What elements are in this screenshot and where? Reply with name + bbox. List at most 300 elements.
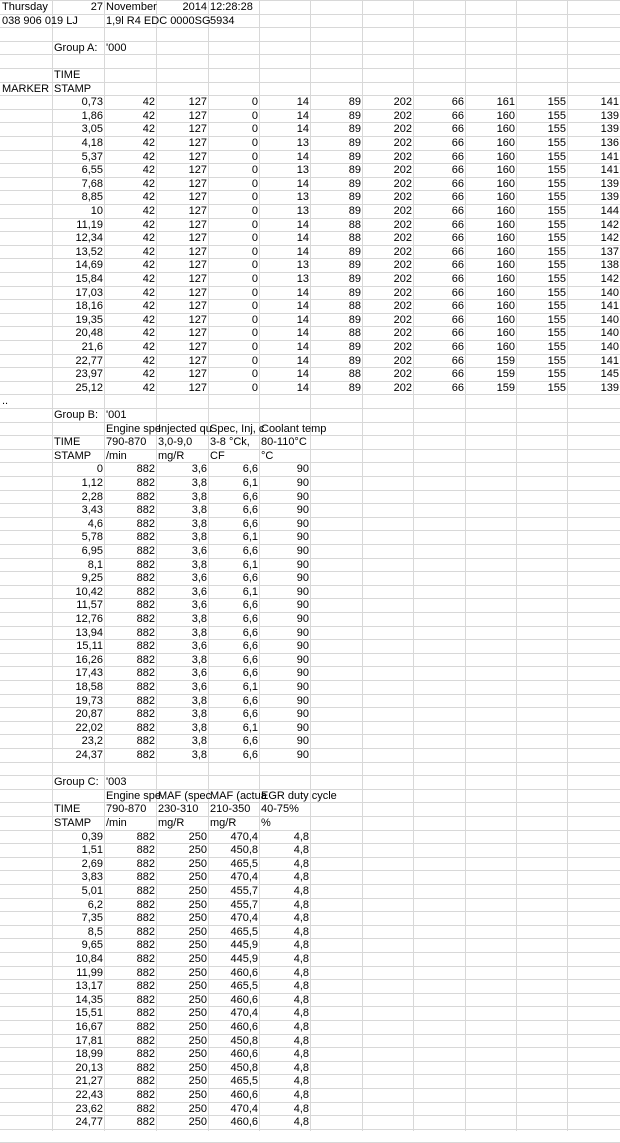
value-cell[interactable]: 90: [296, 627, 309, 639]
value-cell[interactable]: 14: [296, 341, 309, 353]
value-cell[interactable]: 882: [136, 695, 155, 707]
unit-label[interactable]: /min: [106, 817, 127, 829]
value-cell[interactable]: 160: [496, 110, 515, 122]
value-cell[interactable]: 89: [348, 151, 361, 163]
value-cell[interactable]: 155: [547, 178, 566, 190]
value-cell[interactable]: 4,8: [293, 1075, 309, 1087]
group-a-label[interactable]: Group A:: [54, 42, 98, 54]
group-id[interactable]: '003: [106, 776, 127, 788]
value-cell[interactable]: 136: [600, 137, 619, 149]
value-cell[interactable]: 89: [348, 246, 361, 258]
value-cell[interactable]: 3,8: [191, 708, 207, 720]
value-cell[interactable]: 155: [547, 368, 566, 380]
timestamp-cell[interactable]: 1,51: [81, 844, 103, 856]
value-cell[interactable]: 13: [296, 259, 309, 271]
value-cell[interactable]: 882: [136, 504, 155, 516]
value-cell[interactable]: 66: [451, 300, 464, 312]
value-cell[interactable]: 160: [496, 246, 515, 258]
value-cell[interactable]: 42: [142, 164, 155, 176]
value-cell[interactable]: 127: [188, 368, 207, 380]
value-cell[interactable]: 89: [348, 164, 361, 176]
value-cell[interactable]: 4,8: [293, 939, 309, 951]
value-cell[interactable]: 250: [188, 1035, 207, 1047]
value-cell[interactable]: 202: [393, 96, 412, 108]
value-cell[interactable]: 90: [296, 463, 309, 475]
value-cell[interactable]: 450,8: [230, 1062, 258, 1074]
timestamp-cell[interactable]: 4,18: [81, 137, 103, 149]
value-cell[interactable]: 4,8: [293, 1021, 309, 1033]
timestamp-cell[interactable]: 4,6: [87, 518, 103, 530]
value-cell[interactable]: 4,8: [293, 967, 309, 979]
value-cell[interactable]: 4,8: [293, 1103, 309, 1115]
value-cell[interactable]: 250: [188, 912, 207, 924]
value-cell[interactable]: 4,8: [293, 980, 309, 992]
value-cell[interactable]: 6,1: [242, 722, 258, 734]
value-cell[interactable]: 3,6: [191, 586, 207, 598]
value-cell[interactable]: 250: [188, 967, 207, 979]
value-cell[interactable]: 3,8: [191, 613, 207, 625]
value-cell[interactable]: 882: [136, 1021, 155, 1033]
value-cell[interactable]: 202: [393, 219, 412, 231]
value-cell[interactable]: 882: [136, 586, 155, 598]
timestamp-cell[interactable]: 8,1: [87, 559, 103, 571]
value-cell[interactable]: 127: [188, 219, 207, 231]
value-cell[interactable]: 882: [136, 1062, 155, 1074]
value-cell[interactable]: 66: [451, 232, 464, 244]
value-cell[interactable]: 155: [547, 382, 566, 394]
value-cell[interactable]: 4,8: [293, 1035, 309, 1047]
value-cell[interactable]: 4,8: [293, 1116, 309, 1128]
timestamp-cell[interactable]: 18,99: [75, 1048, 103, 1060]
value-cell[interactable]: 155: [547, 123, 566, 135]
value-cell[interactable]: 3,8: [191, 735, 207, 747]
value-cell[interactable]: 882: [136, 980, 155, 992]
value-cell[interactable]: 882: [136, 1048, 155, 1060]
value-cell[interactable]: 89: [348, 273, 361, 285]
value-cell[interactable]: 89: [348, 259, 361, 271]
value-cell[interactable]: 42: [142, 137, 155, 149]
value-cell[interactable]: 66: [451, 287, 464, 299]
value-cell[interactable]: 155: [547, 232, 566, 244]
timestamp-cell[interactable]: 13,17: [75, 980, 103, 992]
value-cell[interactable]: 6,6: [242, 463, 258, 475]
value-cell[interactable]: 460,6: [230, 1021, 258, 1033]
value-cell[interactable]: 141: [600, 151, 619, 163]
value-cell[interactable]: 14: [296, 300, 309, 312]
value-cell[interactable]: 14: [296, 287, 309, 299]
timestamp-cell[interactable]: 22,77: [75, 355, 103, 367]
value-cell[interactable]: 66: [451, 368, 464, 380]
value-cell[interactable]: 882: [136, 477, 155, 489]
column-header[interactable]: Injected qu: [158, 423, 212, 435]
timestamp-cell[interactable]: 7,68: [81, 178, 103, 190]
value-cell[interactable]: 141: [600, 96, 619, 108]
value-cell[interactable]: 14: [296, 123, 309, 135]
value-cell[interactable]: 3,8: [191, 531, 207, 543]
value-cell[interactable]: 139: [600, 123, 619, 135]
column-header[interactable]: MAF (spec: [158, 790, 212, 802]
value-cell[interactable]: 42: [142, 327, 155, 339]
timestamp-cell[interactable]: 20,87: [75, 708, 103, 720]
value-cell[interactable]: 42: [142, 287, 155, 299]
value-cell[interactable]: 882: [136, 1116, 155, 1128]
header-stamp[interactable]: STAMP: [54, 83, 92, 95]
value-cell[interactable]: 14: [296, 382, 309, 394]
timestamp-cell[interactable]: 17,43: [75, 667, 103, 679]
value-cell[interactable]: 4,8: [293, 1089, 309, 1101]
timestamp-cell[interactable]: 11,57: [76, 599, 103, 611]
value-cell[interactable]: 160: [496, 219, 515, 231]
value-cell[interactable]: 90: [296, 559, 309, 571]
value-cell[interactable]: 90: [296, 477, 309, 489]
value-cell[interactable]: 159: [496, 355, 515, 367]
value-cell[interactable]: 882: [136, 871, 155, 883]
value-cell[interactable]: 6,1: [242, 531, 258, 543]
value-cell[interactable]: 6,6: [242, 667, 258, 679]
value-cell[interactable]: 3,8: [191, 504, 207, 516]
value-cell[interactable]: 250: [188, 858, 207, 870]
timestamp-cell[interactable]: 9,25: [81, 572, 103, 584]
value-cell[interactable]: 250: [188, 885, 207, 897]
value-cell[interactable]: 89: [348, 96, 361, 108]
value-cell[interactable]: 127: [188, 341, 207, 353]
value-cell[interactable]: 90: [296, 708, 309, 720]
value-cell[interactable]: 90: [296, 735, 309, 747]
value-cell[interactable]: 882: [136, 939, 155, 951]
value-cell[interactable]: 127: [188, 382, 207, 394]
value-cell[interactable]: 88: [348, 232, 361, 244]
value-cell[interactable]: 6,6: [242, 545, 258, 557]
value-cell[interactable]: 89: [348, 314, 361, 326]
value-cell[interactable]: 42: [142, 219, 155, 231]
value-cell[interactable]: 66: [451, 341, 464, 353]
value-cell[interactable]: 42: [142, 341, 155, 353]
value-cell[interactable]: 88: [348, 219, 361, 231]
value-cell[interactable]: 155: [547, 191, 566, 203]
value-cell[interactable]: 88: [348, 368, 361, 380]
value-cell[interactable]: 90: [296, 586, 309, 598]
value-cell[interactable]: 250: [188, 953, 207, 965]
timestamp-cell[interactable]: 12,76: [75, 613, 103, 625]
value-cell[interactable]: 14: [296, 327, 309, 339]
value-cell[interactable]: 6,1: [242, 586, 258, 598]
value-cell[interactable]: 160: [496, 259, 515, 271]
value-cell[interactable]: 155: [547, 287, 566, 299]
value-cell[interactable]: 42: [142, 259, 155, 271]
value-cell[interactable]: 0: [251, 327, 258, 339]
timestamp-cell[interactable]: 3,05: [81, 123, 103, 135]
value-cell[interactable]: 90: [296, 681, 309, 693]
unit-label[interactable]: mg/R: [158, 817, 185, 829]
timestamp-cell[interactable]: 16,67: [75, 1021, 103, 1033]
value-cell[interactable]: 6,6: [242, 504, 258, 516]
value-cell[interactable]: 0: [251, 137, 258, 149]
trailing-mark[interactable]: ..: [2, 395, 9, 407]
value-cell[interactable]: 127: [188, 164, 207, 176]
value-cell[interactable]: 127: [188, 191, 207, 203]
value-cell[interactable]: 202: [393, 137, 412, 149]
value-cell[interactable]: 0: [251, 382, 258, 394]
value-cell[interactable]: 4,8: [293, 844, 309, 856]
timestamp-cell[interactable]: 13,94: [75, 627, 103, 639]
value-cell[interactable]: 140: [600, 327, 619, 339]
timestamp-cell[interactable]: 25,12: [75, 382, 103, 394]
group-label[interactable]: Group C:: [54, 776, 99, 788]
value-cell[interactable]: 90: [296, 640, 309, 652]
value-cell[interactable]: 882: [136, 491, 155, 503]
value-cell[interactable]: 42: [142, 110, 155, 122]
value-cell[interactable]: 0: [251, 232, 258, 244]
value-cell[interactable]: 14: [296, 314, 309, 326]
value-cell[interactable]: 0: [251, 300, 258, 312]
unit-label[interactable]: °C: [261, 450, 274, 462]
value-cell[interactable]: 3,6: [191, 572, 207, 584]
value-cell[interactable]: 4,8: [293, 1048, 309, 1060]
value-cell[interactable]: 127: [188, 178, 207, 190]
value-cell[interactable]: 470,4: [230, 871, 258, 883]
value-cell[interactable]: 159: [496, 368, 515, 380]
timestamp-cell[interactable]: 15,51: [75, 1007, 103, 1019]
spec-range[interactable]: 3,0-9,0: [158, 436, 193, 448]
value-cell[interactable]: 882: [136, 627, 155, 639]
value-cell[interactable]: 90: [296, 749, 309, 761]
value-cell[interactable]: 14: [296, 178, 309, 190]
value-cell[interactable]: 202: [393, 123, 412, 135]
value-cell[interactable]: 42: [142, 178, 155, 190]
value-cell[interactable]: 470,4: [230, 1007, 258, 1019]
value-cell[interactable]: 4,8: [293, 994, 309, 1006]
value-cell[interactable]: 202: [393, 341, 412, 353]
value-cell[interactable]: 882: [136, 640, 155, 652]
value-cell[interactable]: 14: [296, 219, 309, 231]
unit-label[interactable]: %: [261, 817, 271, 829]
value-cell[interactable]: 6,6: [242, 627, 258, 639]
value-cell[interactable]: 155: [547, 355, 566, 367]
value-cell[interactable]: 90: [296, 518, 309, 530]
value-cell[interactable]: 140: [600, 287, 619, 299]
value-cell[interactable]: 4,8: [293, 885, 309, 897]
value-cell[interactable]: 6,6: [242, 491, 258, 503]
timestamp-cell[interactable]: 14,35: [75, 994, 103, 1006]
value-cell[interactable]: 13: [296, 137, 309, 149]
timestamp-cell[interactable]: 3,83: [81, 871, 103, 883]
value-cell[interactable]: 14: [296, 232, 309, 244]
value-cell[interactable]: 445,9: [230, 953, 258, 965]
value-cell[interactable]: 155: [547, 110, 566, 122]
value-cell[interactable]: 455,7: [230, 885, 258, 897]
value-cell[interactable]: 465,5: [230, 980, 258, 992]
timestamp-cell[interactable]: 20,48: [75, 327, 103, 339]
timestamp-cell[interactable]: 16,26: [75, 654, 103, 666]
value-cell[interactable]: 6,1: [242, 559, 258, 571]
value-cell[interactable]: 127: [188, 137, 207, 149]
value-cell[interactable]: 144: [600, 205, 619, 217]
value-cell[interactable]: 882: [136, 599, 155, 611]
value-cell[interactable]: 3,8: [191, 654, 207, 666]
column-header[interactable]: Engine spe: [106, 423, 162, 435]
value-cell[interactable]: 455,7: [230, 899, 258, 911]
value-cell[interactable]: 155: [547, 341, 566, 353]
value-cell[interactable]: 90: [296, 722, 309, 734]
day-cell[interactable]: Thursday: [2, 1, 48, 13]
value-cell[interactable]: 90: [296, 572, 309, 584]
value-cell[interactable]: 882: [136, 858, 155, 870]
timestamp-cell[interactable]: 5,78: [81, 531, 103, 543]
value-cell[interactable]: 90: [296, 654, 309, 666]
value-cell[interactable]: 161: [496, 96, 515, 108]
timestamp-cell[interactable]: 5,37: [81, 151, 103, 163]
value-cell[interactable]: 4,8: [293, 1007, 309, 1019]
value-cell[interactable]: 3,6: [191, 681, 207, 693]
value-cell[interactable]: 882: [136, 885, 155, 897]
value-cell[interactable]: 127: [188, 246, 207, 258]
value-cell[interactable]: 202: [393, 287, 412, 299]
value-cell[interactable]: 250: [188, 1116, 207, 1128]
value-cell[interactable]: 89: [348, 110, 361, 122]
value-cell[interactable]: 140: [600, 341, 619, 353]
timestamp-cell[interactable]: 14,69: [75, 259, 103, 271]
value-cell[interactable]: 141: [600, 164, 619, 176]
spec-range[interactable]: 790-870: [106, 436, 147, 448]
value-cell[interactable]: 66: [451, 164, 464, 176]
value-cell[interactable]: 202: [393, 300, 412, 312]
value-cell[interactable]: 145: [600, 368, 619, 380]
value-cell[interactable]: 0: [251, 178, 258, 190]
value-cell[interactable]: 14: [296, 151, 309, 163]
value-cell[interactable]: 155: [547, 219, 566, 231]
value-cell[interactable]: 445,9: [230, 939, 258, 951]
timestamp-cell[interactable]: 21,6: [81, 341, 103, 353]
value-cell[interactable]: 6,6: [242, 695, 258, 707]
timestamp-cell[interactable]: 10: [90, 205, 103, 217]
value-cell[interactable]: 882: [136, 545, 155, 557]
value-cell[interactable]: 89: [348, 382, 361, 394]
value-cell[interactable]: 13: [296, 164, 309, 176]
value-cell[interactable]: 202: [393, 232, 412, 244]
value-cell[interactable]: 88: [348, 300, 361, 312]
value-cell[interactable]: 0: [251, 96, 258, 108]
unit-label[interactable]: mg/R: [210, 817, 237, 829]
value-cell[interactable]: 465,5: [230, 926, 258, 938]
value-cell[interactable]: 14: [296, 110, 309, 122]
value-cell[interactable]: 42: [142, 96, 155, 108]
value-cell[interactable]: 139: [600, 178, 619, 190]
value-cell[interactable]: 882: [136, 1103, 155, 1115]
value-cell[interactable]: 0: [251, 259, 258, 271]
timestamp-cell[interactable]: 15,84: [75, 273, 103, 285]
value-cell[interactable]: 155: [547, 273, 566, 285]
value-cell[interactable]: 42: [142, 123, 155, 135]
value-cell[interactable]: 4,8: [293, 871, 309, 883]
spec-range[interactable]: 3-8 °Ck,: [210, 436, 250, 448]
value-cell[interactable]: 13: [296, 191, 309, 203]
value-cell[interactable]: 4,8: [293, 899, 309, 911]
value-cell[interactable]: 89: [348, 123, 361, 135]
value-cell[interactable]: 42: [142, 246, 155, 258]
value-cell[interactable]: 0: [251, 246, 258, 258]
value-cell[interactable]: 250: [188, 899, 207, 911]
value-cell[interactable]: 160: [496, 205, 515, 217]
spec-range[interactable]: 790-870: [106, 803, 147, 815]
value-cell[interactable]: 14: [296, 368, 309, 380]
value-cell[interactable]: 13: [296, 273, 309, 285]
value-cell[interactable]: 155: [547, 327, 566, 339]
value-cell[interactable]: 250: [188, 994, 207, 1006]
group-id[interactable]: '001: [106, 409, 127, 421]
value-cell[interactable]: 42: [142, 382, 155, 394]
timestamp-cell[interactable]: 9,65: [81, 939, 103, 951]
value-cell[interactable]: 66: [451, 191, 464, 203]
value-cell[interactable]: 0: [251, 164, 258, 176]
value-cell[interactable]: 882: [136, 912, 155, 924]
column-header[interactable]: MAF (actua: [210, 790, 267, 802]
value-cell[interactable]: 127: [188, 327, 207, 339]
value-cell[interactable]: 42: [142, 300, 155, 312]
value-cell[interactable]: 202: [393, 205, 412, 217]
value-cell[interactable]: 3,8: [191, 722, 207, 734]
value-cell[interactable]: 42: [142, 205, 155, 217]
value-cell[interactable]: 0: [251, 368, 258, 380]
value-cell[interactable]: 89: [348, 205, 361, 217]
value-cell[interactable]: 6,6: [242, 572, 258, 584]
value-cell[interactable]: 465,5: [230, 1075, 258, 1087]
value-cell[interactable]: 90: [296, 695, 309, 707]
value-cell[interactable]: 142: [600, 232, 619, 244]
value-cell[interactable]: 127: [188, 205, 207, 217]
value-cell[interactable]: 42: [142, 273, 155, 285]
value-cell[interactable]: 42: [142, 314, 155, 326]
value-cell[interactable]: 42: [142, 191, 155, 203]
value-cell[interactable]: 89: [348, 341, 361, 353]
header-time[interactable]: TIME: [54, 803, 81, 815]
value-cell[interactable]: 160: [496, 287, 515, 299]
value-cell[interactable]: 460,6: [230, 967, 258, 979]
timestamp-cell[interactable]: 24,37: [75, 749, 103, 761]
value-cell[interactable]: 0: [251, 219, 258, 231]
value-cell[interactable]: 0: [251, 355, 258, 367]
month-cell[interactable]: November: [106, 1, 157, 13]
timestamp-cell[interactable]: 2,69: [81, 858, 103, 870]
value-cell[interactable]: 140: [600, 314, 619, 326]
value-cell[interactable]: 160: [496, 164, 515, 176]
value-cell[interactable]: 42: [142, 368, 155, 380]
value-cell[interactable]: 0: [251, 191, 258, 203]
timestamp-cell[interactable]: 22,02: [75, 722, 103, 734]
value-cell[interactable]: 882: [136, 844, 155, 856]
value-cell[interactable]: 160: [496, 327, 515, 339]
value-cell[interactable]: 470,4: [230, 1103, 258, 1115]
value-cell[interactable]: 90: [296, 531, 309, 543]
spec-range[interactable]: 80-110°C: [261, 436, 307, 448]
value-cell[interactable]: 66: [451, 314, 464, 326]
timestamp-cell[interactable]: 10,42: [75, 586, 103, 598]
timestamp-cell[interactable]: 0,73: [81, 96, 103, 108]
value-cell[interactable]: 139: [600, 382, 619, 394]
value-cell[interactable]: 250: [188, 1075, 207, 1087]
value-cell[interactable]: 202: [393, 355, 412, 367]
timestamp-cell[interactable]: 18,58: [75, 681, 103, 693]
value-cell[interactable]: 141: [600, 300, 619, 312]
value-cell[interactable]: 202: [393, 259, 412, 271]
timestamp-cell[interactable]: 8,85: [81, 191, 103, 203]
value-cell[interactable]: 0: [251, 151, 258, 163]
timestamp-cell[interactable]: 22,43: [75, 1089, 103, 1101]
value-cell[interactable]: 450,8: [230, 844, 258, 856]
timestamp-cell[interactable]: 15,11: [76, 640, 103, 652]
value-cell[interactable]: 202: [393, 151, 412, 163]
value-cell[interactable]: 4,8: [293, 912, 309, 924]
unit-label[interactable]: mg/R: [158, 450, 185, 462]
